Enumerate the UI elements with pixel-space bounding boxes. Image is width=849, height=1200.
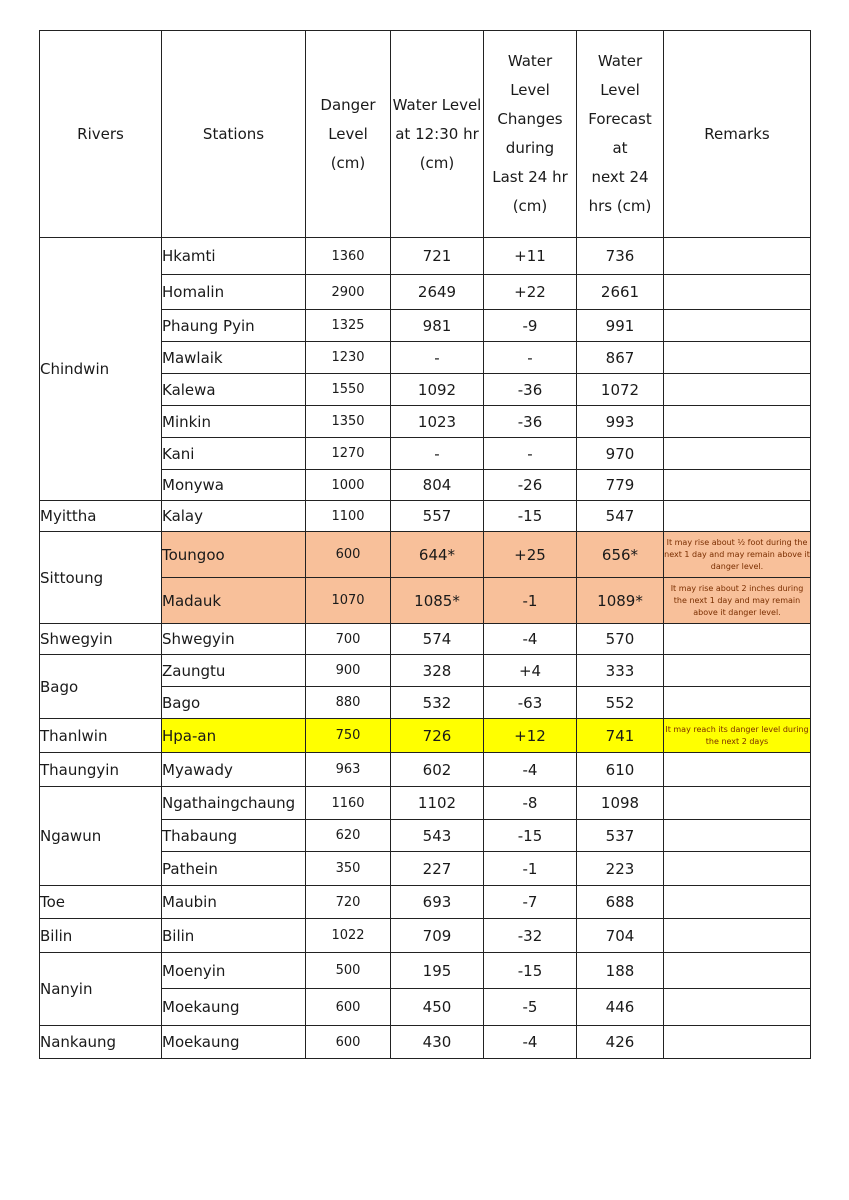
table-row [40,532,811,578]
level-change: -63 [484,687,577,719]
remark: It may rise about 2 inches during the next 1 day and may remain above it danger level. [664,578,811,624]
remark [664,989,811,1026]
remark: It may reach its danger level during the next 2 days [664,719,811,753]
danger-level: 1270 [306,438,391,470]
water-level: 543 [391,820,484,852]
level-forecast: 688 [577,886,664,919]
header-stations: Stations [162,31,306,238]
water-level: 721 [391,238,484,275]
table-row [40,655,811,687]
danger-level: 1000 [306,470,391,501]
danger-level: 600 [306,1026,391,1059]
level-change: -5 [484,989,577,1026]
remark [664,406,811,438]
danger-level: 1022 [306,919,391,953]
level-forecast: 537 [577,820,664,852]
level-forecast: 1098 [577,787,664,820]
station-name: Madauk [162,578,306,624]
header-remarks: Remarks [664,31,811,238]
remark [664,753,811,787]
danger-level: 963 [306,753,391,787]
station-name: Minkin [162,406,306,438]
station-name: Phaung Pyin [162,310,306,342]
danger-level: 1100 [306,501,391,532]
danger-level: 350 [306,852,391,886]
remark [664,1026,811,1059]
water-level: 574 [391,624,484,655]
table-row [40,1026,811,1059]
water-level: 709 [391,919,484,953]
level-change: - [484,438,577,470]
remark [664,919,811,953]
station-name: Pathein [162,852,306,886]
remark [664,886,811,919]
station-name: Kalay [162,501,306,532]
table-row [40,787,811,820]
level-forecast: 779 [577,470,664,501]
level-change: -4 [484,1026,577,1059]
table-header [40,31,811,238]
station-name: Ngathaingchaung [162,787,306,820]
danger-level: 1325 [306,310,391,342]
danger-level: 750 [306,719,391,753]
station-name: Hpa-an [162,719,306,753]
level-forecast: 736 [577,238,664,275]
water-level: 981 [391,310,484,342]
danger-level: 500 [306,953,391,989]
level-forecast: 2661 [577,275,664,310]
station-name: Monywa [162,470,306,501]
station-name: Moekaung [162,1026,306,1059]
water-level: 2649 [391,275,484,310]
remark [664,470,811,501]
level-change: -36 [484,374,577,406]
remark [664,852,811,886]
station-name: Mawlaik [162,342,306,374]
remark [664,820,811,852]
level-forecast: 570 [577,624,664,655]
danger-level: 1350 [306,406,391,438]
level-change: -1 [484,852,577,886]
header-rivers: Rivers [40,31,162,238]
remark [664,687,811,719]
level-forecast: 446 [577,989,664,1026]
station-name: Hkamti [162,238,306,275]
station-name: Zaungtu [162,655,306,687]
level-forecast: 1072 [577,374,664,406]
station-name: Bilin [162,919,306,953]
station-name: Shwegyin [162,624,306,655]
station-name: Myawady [162,753,306,787]
header-water-level: Water Level at 12:30 hr (cm) [391,31,484,238]
remark [664,342,811,374]
danger-level: 880 [306,687,391,719]
danger-level: 1160 [306,787,391,820]
table-row [40,238,811,275]
level-forecast: 610 [577,753,664,787]
table-row [40,919,811,953]
station-name: Homalin [162,275,306,310]
river-name: Ngawun [40,787,162,886]
remark [664,275,811,310]
level-forecast: 333 [577,655,664,687]
station-name: Moenyin [162,953,306,989]
level-forecast: 426 [577,1026,664,1059]
table-row [40,719,811,753]
level-change: -7 [484,886,577,919]
water-level: 450 [391,989,484,1026]
level-change: -4 [484,624,577,655]
level-change: -1 [484,578,577,624]
remark [664,787,811,820]
station-name: Kalewa [162,374,306,406]
water-level: 693 [391,886,484,919]
river-name: Myittha [40,501,162,532]
water-level: 644* [391,532,484,578]
water-level: 1092 [391,374,484,406]
water-level: 726 [391,719,484,753]
station-name: Bago [162,687,306,719]
level-forecast: 991 [577,310,664,342]
table-body [40,238,811,1059]
level-forecast: 188 [577,953,664,989]
river-name: Sittoung [40,532,162,624]
danger-level: 900 [306,655,391,687]
header-forecast: Water Level Forecast at next 24 hrs (cm) [577,31,664,238]
level-change: -15 [484,953,577,989]
remark [664,501,811,532]
level-forecast: 867 [577,342,664,374]
remark [664,953,811,989]
level-change: - [484,342,577,374]
river-name: Bilin [40,919,162,953]
river-name: Thanlwin [40,719,162,753]
danger-level: 2900 [306,275,391,310]
danger-level: 1360 [306,238,391,275]
remark [664,438,811,470]
water-level: 195 [391,953,484,989]
remark [664,624,811,655]
river-name: Bago [40,655,162,719]
water-level: 557 [391,501,484,532]
level-change: +25 [484,532,577,578]
level-change: -26 [484,470,577,501]
header-danger-level: Danger Level (cm) [306,31,391,238]
danger-level: 1070 [306,578,391,624]
table-row [40,624,811,655]
level-forecast: 223 [577,852,664,886]
danger-level: 1230 [306,342,391,374]
river-name: Chindwin [40,238,162,501]
water-level: 804 [391,470,484,501]
water-level: - [391,342,484,374]
remark [664,238,811,275]
level-forecast: 1089* [577,578,664,624]
danger-level: 700 [306,624,391,655]
water-level: 1023 [391,406,484,438]
water-level: 532 [391,687,484,719]
river-name: Shwegyin [40,624,162,655]
water-level: 430 [391,1026,484,1059]
water-level: 328 [391,655,484,687]
station-name: Moekaung [162,989,306,1026]
level-forecast: 993 [577,406,664,438]
river-name: Nankaung [40,1026,162,1059]
header-level-change: Water Level Changes during Last 24 hr (cm) [484,31,577,238]
station-name: Kani [162,438,306,470]
level-change: -9 [484,310,577,342]
table-row [40,501,811,532]
level-change: -15 [484,820,577,852]
level-change: +22 [484,275,577,310]
remark [664,374,811,406]
level-change: -32 [484,919,577,953]
level-change: +11 [484,238,577,275]
level-forecast: 547 [577,501,664,532]
danger-level: 620 [306,820,391,852]
river-name: Thaungyin [40,753,162,787]
water-level: 227 [391,852,484,886]
level-forecast: 704 [577,919,664,953]
level-change: -8 [484,787,577,820]
danger-level: 600 [306,532,391,578]
level-change: +12 [484,719,577,753]
river-name: Toe [40,886,162,919]
station-name: Thabaung [162,820,306,852]
level-change: -36 [484,406,577,438]
remark: It may rise about ½ foot during the next 1 day and may remain above it danger level. [664,532,811,578]
level-forecast: 970 [577,438,664,470]
water-level: 1085* [391,578,484,624]
level-forecast: 741 [577,719,664,753]
level-change: +4 [484,655,577,687]
table-row [40,886,811,919]
water-level: 602 [391,753,484,787]
table-row [40,753,811,787]
remark [664,310,811,342]
station-name: Toungoo [162,532,306,578]
danger-level: 600 [306,989,391,1026]
water-level-table [39,30,811,1059]
water-level: 1102 [391,787,484,820]
danger-level: 720 [306,886,391,919]
level-change: -4 [484,753,577,787]
remark [664,655,811,687]
table-row [40,953,811,989]
river-name: Nanyin [40,953,162,1026]
level-forecast: 656* [577,532,664,578]
level-change: -15 [484,501,577,532]
water-level: - [391,438,484,470]
danger-level: 1550 [306,374,391,406]
level-forecast: 552 [577,687,664,719]
station-name: Maubin [162,886,306,919]
